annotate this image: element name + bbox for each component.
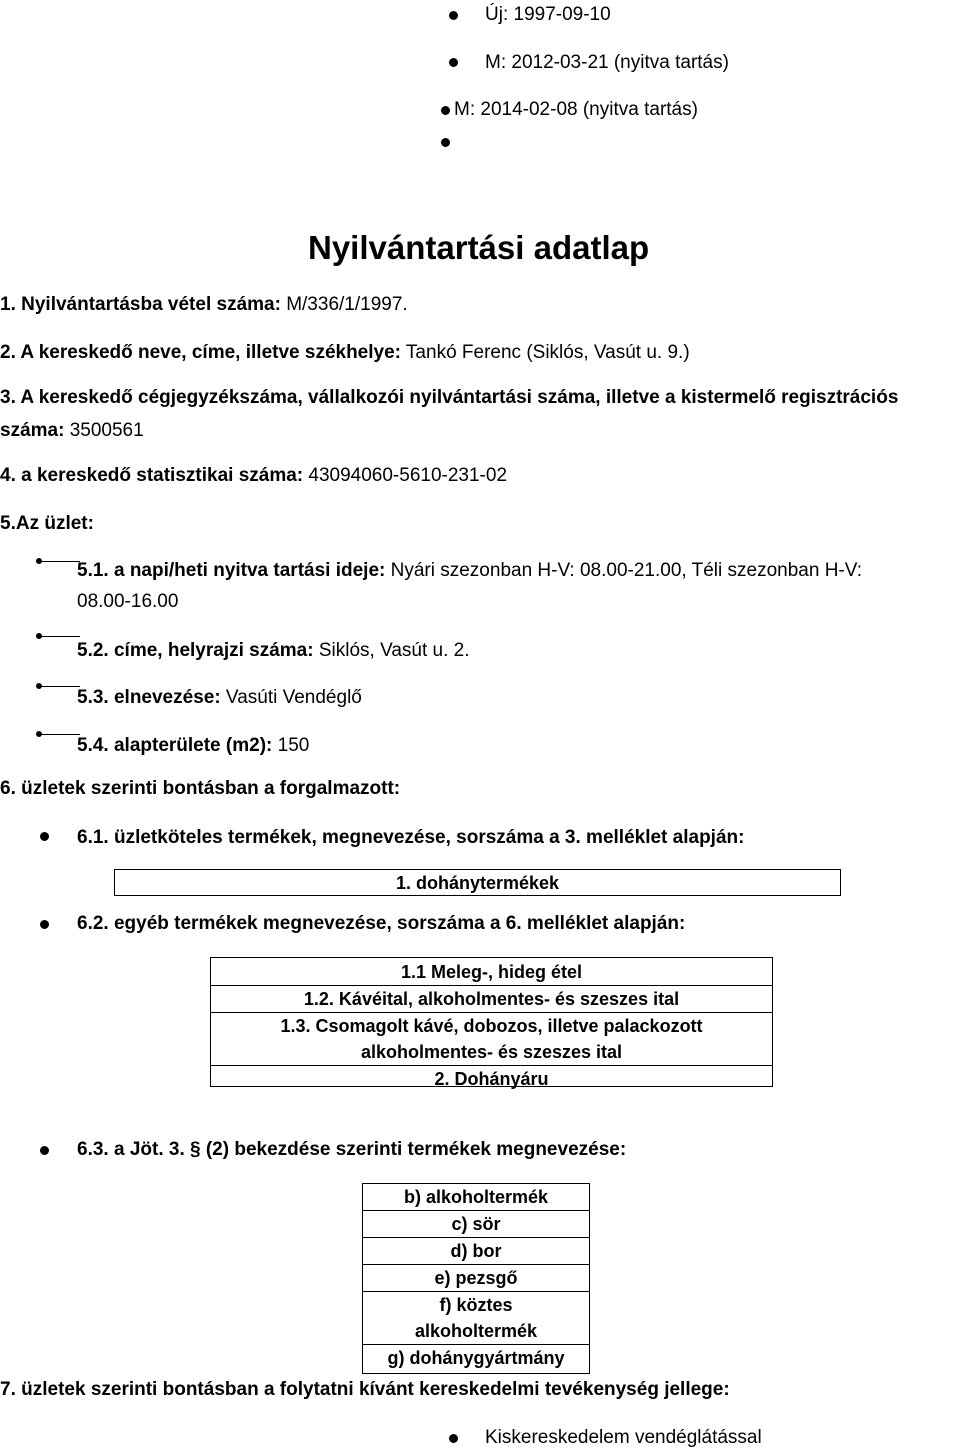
item-3 xyxy=(0,419,144,443)
item-4 xyxy=(0,464,507,488)
table-row: 1.1 Meleg-, hideg étel xyxy=(400,962,583,982)
bullet-icon xyxy=(449,11,458,20)
table-row: 1.2. Kávéital, alkoholmentes- és szeszes ital xyxy=(303,989,680,1009)
table-6-1 xyxy=(114,869,841,896)
divider xyxy=(40,561,80,562)
table-6-2 xyxy=(210,957,773,1087)
table-row: 1. dohánytermékek xyxy=(395,873,560,893)
bullet-icon xyxy=(40,832,49,841)
item-5-2-label: 5.2. címe, helyrajzi száma: xyxy=(77,640,314,661)
bullet-icon xyxy=(441,138,450,147)
divider xyxy=(40,636,80,637)
bullet-icon xyxy=(40,1146,49,1155)
item-5-1-value-line2: 08.00-16.00 xyxy=(77,591,179,612)
item-5-1-value: Nyári szezonban H-V: 08.00-21.00, Téli szezonban H-V: xyxy=(385,560,862,581)
bullet-icon xyxy=(449,58,458,67)
bullet-icon xyxy=(40,920,49,929)
item-5-1 xyxy=(77,559,862,583)
table-row: 2. Dohányáru xyxy=(434,1069,549,1089)
table-row: g) dohánygyártmány xyxy=(387,1348,565,1368)
item-5-3 xyxy=(77,686,362,710)
item-6-1-label: 6.1. üzletköteles termékek, megnevezése, sorszáma a 3. melléklet alapján: xyxy=(77,827,745,848)
item-2-label: 2. A kereskedő neve, címe, illetve székhelye: xyxy=(0,342,401,363)
item-5-label: 5.Az üzlet: xyxy=(0,513,94,534)
table-6-3 xyxy=(362,1183,590,1374)
item-2 xyxy=(0,341,690,365)
item-5-4-label: 5.4. alapterülete (m2): xyxy=(77,735,273,756)
item-3-label-line2: száma: xyxy=(0,420,65,441)
item-5-2 xyxy=(77,639,470,663)
item-5-1-label: 5.1. a napi/heti nyitva tartási ideje: xyxy=(77,560,386,581)
item-2-value: Tankó Ferenc (Siklós, Vasút u. 9.) xyxy=(401,342,690,363)
list-item: M: 2012-03-21 (nyitva tartás) xyxy=(485,52,729,73)
divider xyxy=(40,734,80,735)
item-1 xyxy=(0,293,408,317)
item-3-value: 3500561 xyxy=(64,420,144,441)
item-5-2-value: Siklós, Vasút u. 2. xyxy=(313,640,470,661)
item-4-label: 4. a kereskedő statisztikai száma: xyxy=(0,465,304,486)
item-3-label-line1: 3. A kereskedő cégjegyzékszáma, vállalkozói nyilvántartási száma, illetve a kistermelő regisztrációs xyxy=(0,387,899,408)
item-5-4-value: 150 xyxy=(272,735,310,756)
table-row: c) sör xyxy=(451,1214,501,1234)
table-row: d) bor xyxy=(450,1241,502,1261)
table-row: 1.3. Csomagolt kávé, dobozos, illetve palackozott xyxy=(280,1016,703,1036)
item-5-3-value: Vasúti Vendéglő xyxy=(220,687,362,708)
table-row: alkoholmentes- és szeszes ital xyxy=(360,1042,623,1062)
list-item: M: 2014-02-08 (nyitva tartás) xyxy=(454,99,698,120)
item-6-label: 6. üzletek szerinti bontásban a forgalmazott: xyxy=(0,778,401,799)
table-row: alkoholtermék xyxy=(414,1321,538,1341)
table-row: f) köztes xyxy=(439,1295,513,1315)
divider xyxy=(40,686,80,687)
item-4-value: 43094060-5610-231-02 xyxy=(303,465,508,486)
item-5-4 xyxy=(77,734,309,758)
table-row: b) alkoholtermék xyxy=(403,1187,549,1207)
item-5-3-label: 5.3. elnevezése: xyxy=(77,687,221,708)
item-1-label: 1. Nyilvántartásba vétel száma: xyxy=(0,294,281,315)
bullet-icon xyxy=(449,1434,458,1443)
item-7-label: 7. üzletek szerinti bontásban a folytatni kívánt kereskedelmi tevékenység jellege: xyxy=(0,1379,730,1400)
item-6-3-label: 6.3. a Jöt. 3. § (2) bekezdése szerinti termékek megnevezése: xyxy=(77,1139,627,1160)
list-item: Új: 1997-09-10 xyxy=(485,4,611,25)
list-item: Kiskereskedelem vendéglátással xyxy=(485,1427,762,1448)
item-6-2-label: 6.2. egyéb termékek megnevezése, sorszáma a 6. melléklet alapján: xyxy=(77,913,686,934)
table-row: e) pezsgő xyxy=(434,1268,518,1288)
bullet-icon xyxy=(441,106,450,115)
page-title: Nyilvántartási adatlap xyxy=(308,229,650,266)
item-1-value: M/336/1/1997. xyxy=(280,294,408,315)
